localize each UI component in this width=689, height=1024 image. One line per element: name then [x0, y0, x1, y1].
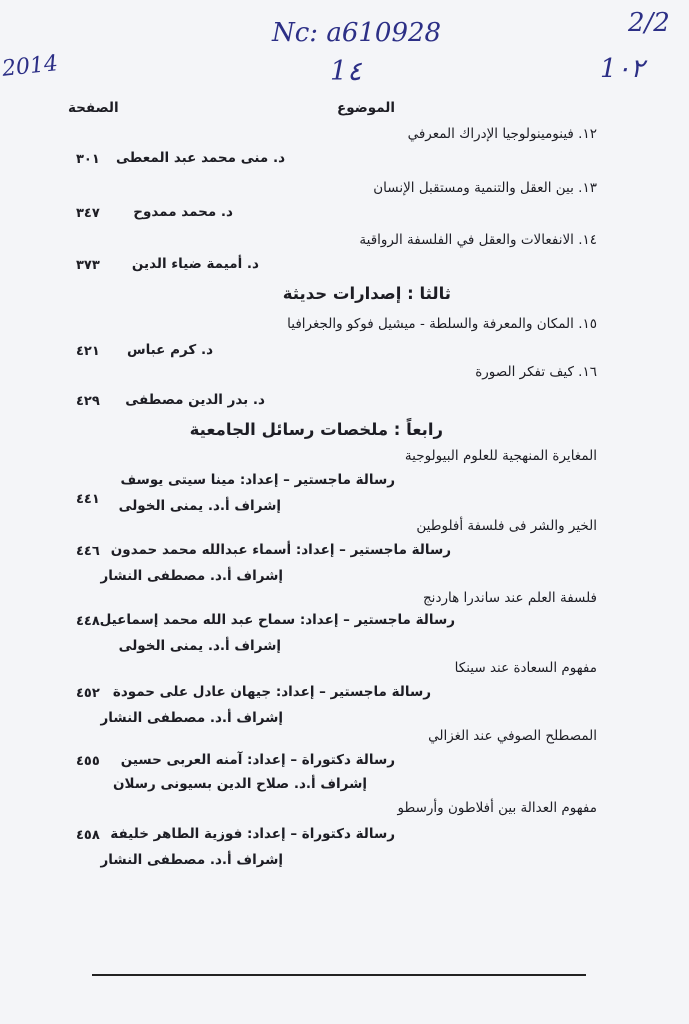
- entry-title: ١٥. المكان والمعرفة والسلطة - ميشيل فوكو والجغرافيا: [287, 316, 597, 332]
- thesis-page: ٤٤٦: [76, 544, 100, 559]
- thesis-title: الخير والشر فى فلسفة أفلوطين: [416, 518, 597, 534]
- handwritten-fraction: 2/2: [628, 8, 670, 38]
- entry-author: د. كرم عباس: [126, 342, 213, 358]
- thesis-supervisor: إشراف أ.د. مصطفى النشار: [100, 568, 283, 584]
- entry-page: ٣٠١: [76, 152, 100, 167]
- entry-title: ١٦. كيف تفكر الصورة: [475, 364, 597, 380]
- section-heading: ثالثا : إصدارات حديثة: [282, 284, 451, 303]
- thesis-supervisor: إشراف أ.د. يمنى الخولى: [118, 498, 281, 514]
- thesis-supervisor: إشراف أ.د. مصطفى النشار: [100, 710, 283, 726]
- thesis-degree-author: رسالة دكتوراة – إعداد: فوزية الطاهر خليفة: [110, 826, 395, 842]
- header-subject: الموضوع: [337, 100, 395, 116]
- thesis-supervisor: إشراف أ.د. صلاح الدين بسيونى رسلان: [113, 776, 367, 792]
- thesis-page: ٤٤١: [76, 492, 100, 507]
- entry-page: ٤٢٩: [76, 394, 100, 409]
- thesis-degree-author: رسالة ماجستير – إعداد: أسماء عبدالله محمد حمدون: [110, 542, 451, 558]
- thesis-title: المصطلح الصوفي عند الغزالي: [428, 728, 597, 744]
- thesis-title: مفهوم العدالة بين أفلاطون وأرسطو: [397, 800, 597, 816]
- entry-author: د. محمد ممدوح: [133, 204, 233, 220]
- thesis-title: فلسفة العلم عند ساندرا هاردنج: [422, 590, 597, 606]
- entry-title: ١٤. الانفعالات والعقل في الفلسفة الرواقية: [359, 232, 597, 248]
- entry-page: ٣٤٧: [76, 206, 100, 221]
- entry-title: ١٢. فينومينولوجيا الإدراك المعرفي: [407, 126, 597, 142]
- handwritten-year: 2014: [0, 51, 60, 82]
- section-heading: رابعاً : ملخصات رسائل الجامعية: [189, 420, 443, 439]
- footer-rule: [92, 974, 586, 976]
- thesis-page: ٤٥٢: [76, 686, 100, 701]
- thesis-supervisor: إشراف أ.د. يمنى الخولى: [118, 638, 281, 654]
- handwritten-number-center: 1٤: [330, 56, 362, 87]
- handwritten-number-right: 1٠٢: [600, 54, 645, 84]
- entry-page: ٤٢١: [76, 344, 100, 359]
- thesis-degree-author: رسالة ماجستير – إعداد: جيهان عادل على حمودة: [112, 684, 431, 700]
- thesis-degree-author: رسالة دكتوراة – إعداد: آمنه العربى حسين: [120, 752, 395, 768]
- thesis-page: ٤٥٥: [76, 754, 100, 769]
- entry-author: د. أميمة ضياء الدين: [131, 256, 259, 272]
- header-pages: الصفحة: [68, 100, 119, 116]
- thesis-degree-author: رسالة ماجستير – إعداد: سماح عبد الله محمد إسماعيل: [99, 612, 455, 628]
- entry-author: د. بدر الدين مصطفى: [125, 392, 265, 408]
- thesis-degree-author: رسالة ماجستير – إعداد: مينا سيتى يوسف: [120, 472, 395, 488]
- thesis-page: ٤٥٨: [76, 828, 100, 843]
- entry-title: ١٣. بين العقل والتنمية ومستقبل الإنسان: [373, 180, 597, 196]
- handwritten-reference: Nc: a610928: [272, 18, 442, 48]
- thesis-supervisor: إشراف أ.د. مصطفى النشار: [100, 852, 283, 868]
- thesis-title: مفهوم السعادة عند سينكا: [454, 660, 597, 676]
- entry-author: د. منى محمد عبد المعطى: [115, 150, 285, 166]
- thesis-page: ٤٤٨: [76, 614, 100, 629]
- thesis-title: المغايرة المنهجية للعلوم البيولوجية: [404, 448, 597, 464]
- entry-page: ٣٧٣: [76, 258, 100, 273]
